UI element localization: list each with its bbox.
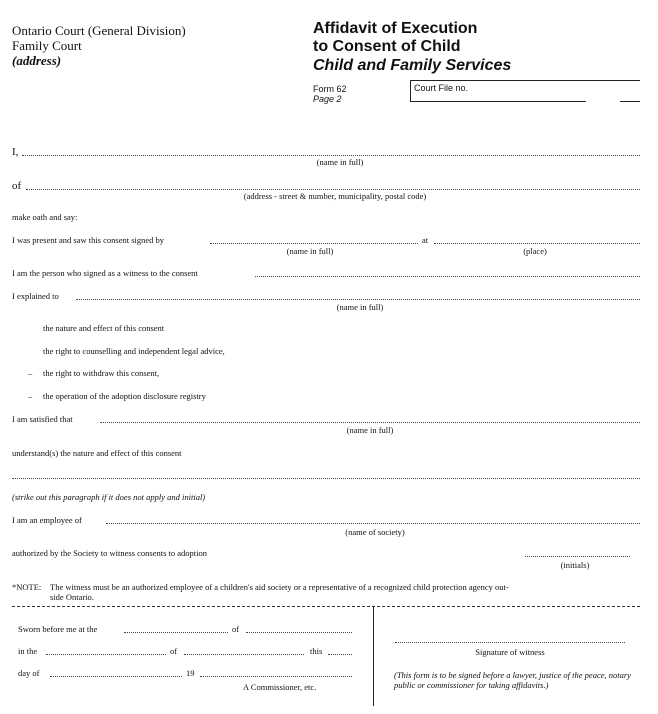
- court-address: (address): [12, 53, 62, 68]
- make-oath-text: make oath and say:: [12, 212, 78, 222]
- sworn-text: Sworn before me at the: [18, 624, 98, 634]
- item-withdraw: the right to withdraw this consent,: [43, 368, 160, 378]
- court-file-box-top: [410, 80, 640, 81]
- court-name: Ontario Court (General Division): [12, 23, 186, 38]
- court-file-field[interactable]: [410, 101, 586, 102]
- court-file-field-extra[interactable]: [620, 101, 640, 102]
- form-page: Page 2: [313, 94, 342, 104]
- address-caption: (address - street & number, municipality, postal code): [243, 191, 427, 201]
- place-caption: (place): [523, 246, 547, 256]
- signature-caption: Signature of witness: [475, 647, 545, 657]
- this-day-field[interactable]: [328, 654, 352, 655]
- at-label: at: [422, 235, 429, 245]
- this-label: this: [310, 646, 323, 656]
- name-full-caption: (name in full): [316, 157, 364, 167]
- understands-field[interactable]: [12, 478, 640, 479]
- day-of-label: day of: [18, 668, 40, 678]
- court-division: Family Court: [12, 38, 82, 53]
- item-withdraw-dash: –: [28, 368, 33, 378]
- address-field[interactable]: [26, 189, 640, 190]
- instruction-text: (This form is to be signed before a lawyer, justice of the peace, notary public or commissioner for taking affidavits.): [394, 670, 631, 690]
- authorized-text: authorized by the Society to witness consents to adoption: [12, 548, 207, 558]
- society-field[interactable]: [106, 523, 640, 524]
- witness-field[interactable]: [255, 276, 640, 277]
- jurat-divider: [373, 606, 374, 706]
- form-title-line2: to Consent of Child: [313, 38, 461, 55]
- note-text-line2: side Ontario.: [50, 592, 94, 602]
- form-title-line3: Child and Family Services: [313, 57, 512, 74]
- name-full-caption-2: (name in full): [286, 246, 334, 256]
- explained-text: I explained to: [12, 291, 59, 301]
- month-field[interactable]: [50, 676, 182, 677]
- society-caption: (name of society): [345, 527, 405, 537]
- form-title-line1: Affidavit of Execution: [313, 20, 478, 37]
- sworn-of-field[interactable]: [246, 632, 352, 633]
- note-label: *NOTE:: [12, 582, 42, 592]
- witness-signature-field[interactable]: [395, 642, 625, 643]
- of-label: of: [12, 180, 22, 192]
- explained-name-field[interactable]: [76, 299, 640, 300]
- employee-text: I am an employee of: [12, 515, 82, 525]
- initials-field[interactable]: [525, 556, 630, 557]
- item-counselling: the right to counselling and independent legal advice,: [43, 346, 225, 356]
- understands-text: understand(s) the nature and effect of this consent: [12, 448, 182, 458]
- i-label: I,: [12, 146, 19, 158]
- in-the-field[interactable]: [46, 654, 166, 655]
- signer-name-field[interactable]: [210, 243, 418, 244]
- jurat-separator: [12, 606, 640, 607]
- name-full-caption-3: (name in full): [336, 302, 384, 312]
- jurat-of-label: of: [232, 624, 240, 634]
- in-the-of-field[interactable]: [184, 654, 304, 655]
- satisfied-name-field[interactable]: [100, 422, 640, 423]
- note-text-line1: The witness must be an authorized employee of a children's aid society or a representative of a recognized child protection agency out-: [50, 582, 509, 592]
- satisfied-text: I am satisfied that: [12, 414, 73, 424]
- name-full-field[interactable]: [22, 155, 640, 156]
- year-label: 19: [186, 668, 195, 678]
- item-registry-dash: –: [28, 391, 33, 401]
- present-text: I was present and saw this consent signed by: [12, 235, 165, 245]
- commissioner-caption: A Commissioner, etc.: [243, 682, 317, 692]
- strike-out-text: (strike out this paragraph if it does not apply and initial): [12, 492, 206, 502]
- item-registry: the operation of the adoption disclosure registry: [43, 391, 206, 401]
- jurat-of-label-2: of: [170, 646, 178, 656]
- place-field[interactable]: [434, 243, 640, 244]
- item-nature-effect: the nature and effect of this consent: [43, 323, 165, 333]
- form-number: Form 62: [313, 84, 347, 94]
- name-full-caption-4: (name in full): [346, 425, 394, 435]
- sworn-place-field[interactable]: [124, 632, 228, 633]
- witness-text: I am the person who signed as a witness to the consent: [12, 268, 198, 278]
- court-file-label: Court File no.: [414, 83, 469, 93]
- court-file-box-left: [410, 80, 411, 102]
- initials-caption: (initials): [560, 560, 590, 570]
- in-the-label: in the: [18, 646, 38, 656]
- commissioner-signature-field[interactable]: [200, 676, 352, 677]
